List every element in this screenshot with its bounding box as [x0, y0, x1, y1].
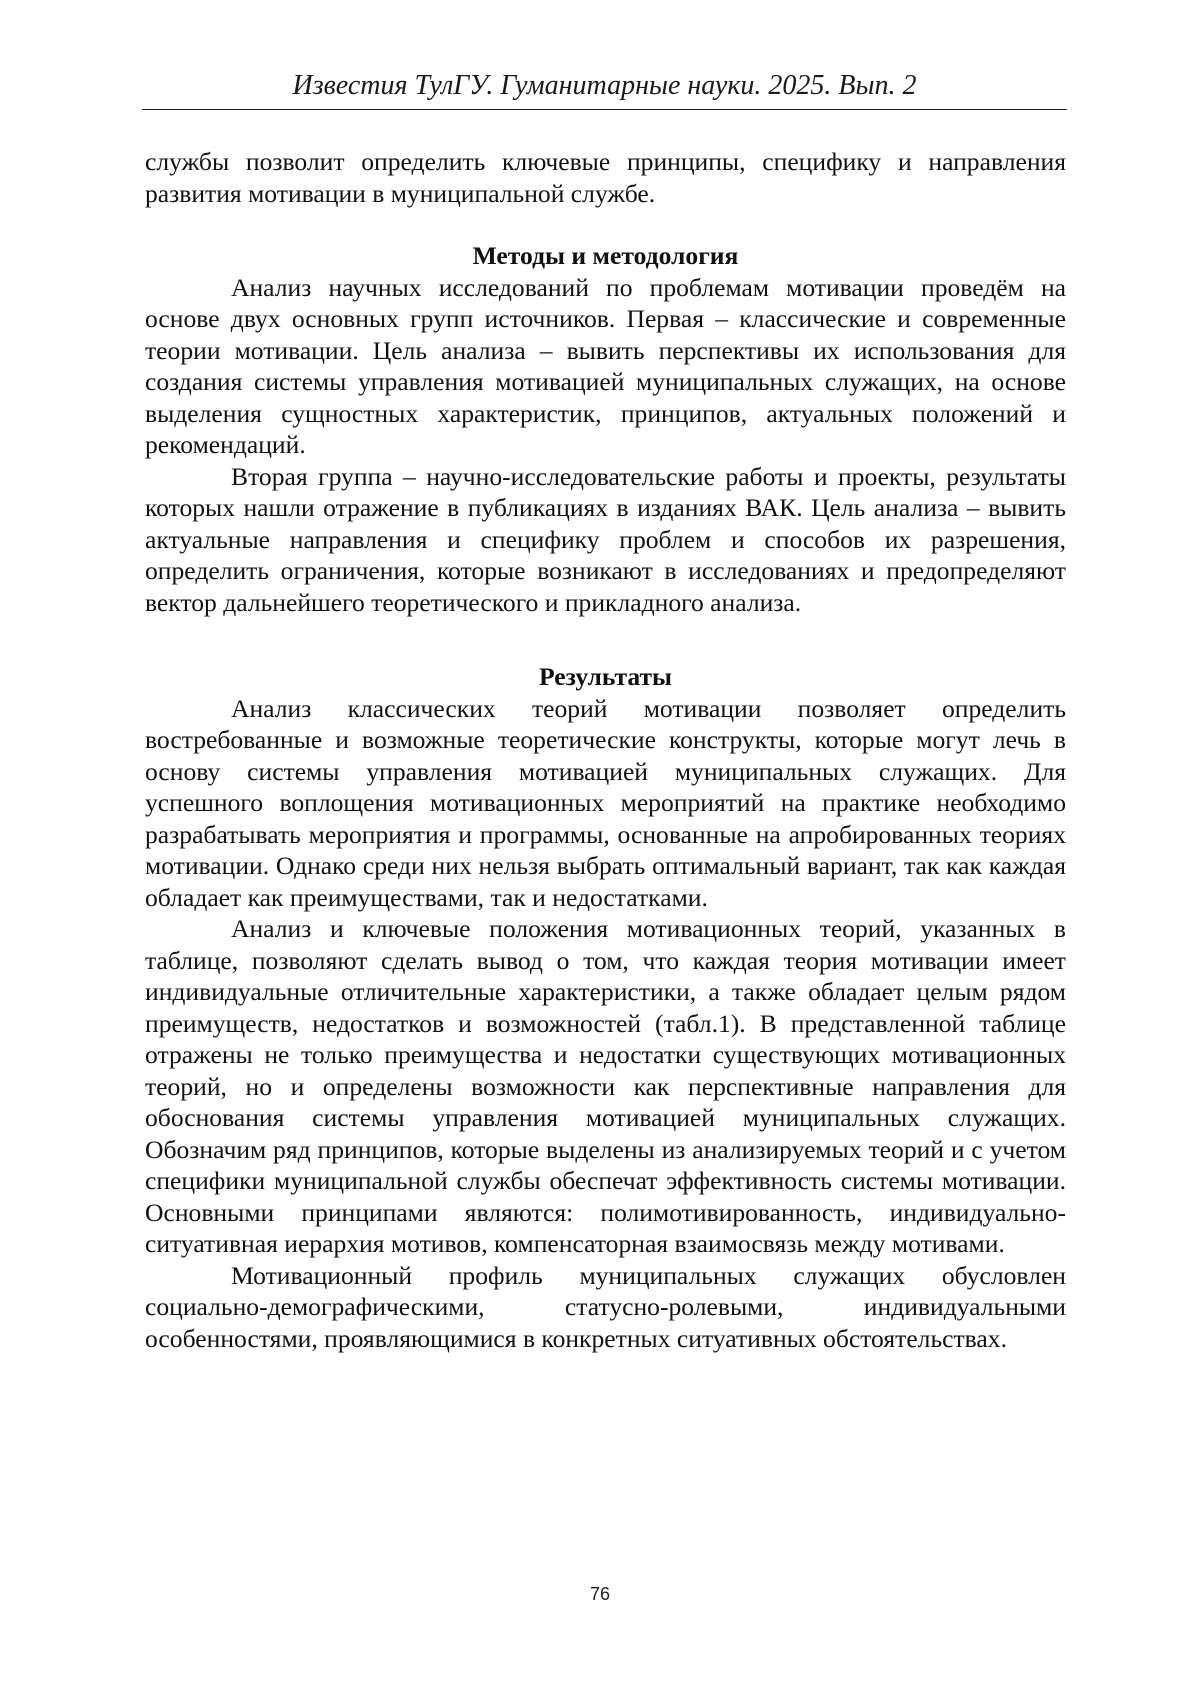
methods-paragraph-2: Вторая группа – научно-исследовательские работы и проекты, результаты которых нашли отражение в публикациях в изданиях ВАК. Цель анализа – вывить актуальные направления и специфику проблем и способов их разрешения, определить ограничения, которые возникают в исследованиях и предопределяют вектор дальнейшего теоретического и прикладного анализа.: [145, 461, 1066, 617]
results-paragraph-2: Анализ и ключевые положения мотивационных теорий, указанных в таблице, позволяют сделать вывод о том, что каждая теория мотивации имеет индивидуальные отличительные характеристики, а также обладает целым рядом преимуществ, недостатков и возможностей (табл.1). В представленной таблице отражены не только преимущества и недостатки существующих мотивационных теорий, но и определены возможности как перспективные направления для обоснования системы управления мотивацией муниципальных служащих. Обозначим ряд принципов, которые выделены из анализируемых теорий и с учетом специфики муниципальной службы обеспечат эффективность системы мотивации. Основными принципами являются: полимотивированность, индивидуально-ситуативная иерархия мотивов, компенсаторная взаимосвязь между мотивами.: [145, 914, 1066, 1258]
intro-paragraph: службы позволит определить ключевые принципы, специфику и направления развития мотивации в муниципальной службе.: [145, 147, 1066, 208]
header-rule: [142, 109, 1067, 110]
results-paragraph-1: Анализ классических теорий мотивации позволяет определить востребованные и возможные теоретические конструкты, которые могут лечь в основу системы управления мотивацией муниципальных служащих. Для успешного воплощения мотивационных мероприятий на практике необходимо разрабатывать мероприятия и программы, основанные на апробированных теориях мотивации. Однако среди них нельзя выбрать оптимальный вариант, так как каждая обладает как преимуществами, так и недостатками.: [145, 693, 1066, 912]
article-body: [145, 146, 1066, 1354]
results-paragraph-3: Мотивационный профиль муниципальных служащих обусловлен социально-демографическими, статусно-ролевыми, индивидуальными особенностями, проявляющимися в конкретных ситуативных обстоятельствах.: [145, 1260, 1066, 1353]
running-header: Известия ТулГУ. Гуманитарные науки. 2025. Вып. 2: [292, 70, 917, 101]
page-number: 76: [589, 1584, 611, 1604]
results-heading: Результаты: [538, 662, 673, 691]
methods-heading: Методы и методология: [472, 241, 739, 270]
methods-paragraph-1: Анализ научных исследований по проблемам мотивации проведём на основе двух основных групп источников. Первая – классические и современные теории мотивации. Цель анализа – вывить перспективы их использования для создания системы управления мотивацией муниципальных служащих, на основе выделения сущностных характеристик, принципов, актуальных положений и рекомендаций.: [145, 272, 1066, 459]
